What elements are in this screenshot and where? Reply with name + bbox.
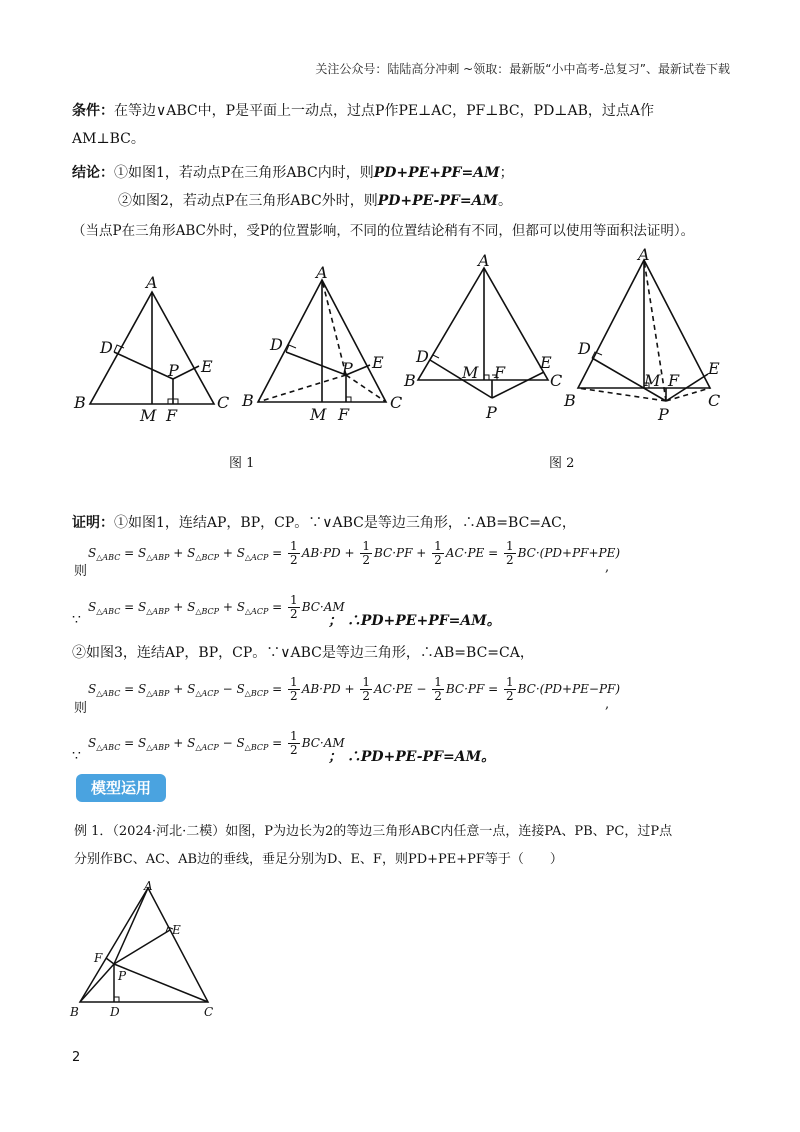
frac-den: 2 xyxy=(505,553,514,567)
frac-den: 2 xyxy=(290,743,298,757)
label-b: B xyxy=(74,393,86,412)
condition-line-1 xyxy=(72,100,654,120)
label-m: M xyxy=(644,371,661,390)
conclusion-formula-1: PD+PE+PF=AM xyxy=(373,165,500,181)
label-f: F xyxy=(668,371,680,390)
because-2: ∵ xyxy=(72,748,81,764)
label-e: E xyxy=(172,923,181,937)
frac-num: 1 xyxy=(290,593,298,607)
condition-label: 条件： xyxy=(72,103,114,119)
frac-num: 1 xyxy=(290,539,298,553)
frac-num: 1 xyxy=(434,539,442,553)
conclusion-note: （当点P在三角形ABC外时，受P的位置影响，不同的位置结论稍有不同，但都可以使用等面积法证明）。 xyxy=(72,223,695,239)
label-a: A xyxy=(146,273,158,292)
equation-3-tail: BC·(PD+PE−PF) xyxy=(517,682,621,696)
frac-den: 2 xyxy=(434,689,442,703)
frac-den: 2 xyxy=(505,689,514,703)
frac-den: 2 xyxy=(290,553,298,567)
condition-line-2: AM⊥BC。 xyxy=(72,131,145,147)
example-line-1: 例 1．（2024·河北·二模）如图，P为边长为2的等边三角形ABC内任意一点，连接PA、PB、PC，过P点 xyxy=(74,824,673,839)
label-m: M xyxy=(462,363,479,382)
label-c: C xyxy=(708,391,721,410)
label-f: F xyxy=(494,363,506,382)
label-e: E xyxy=(201,357,213,376)
because-1: ∵ xyxy=(72,612,81,628)
frac-num: 1 xyxy=(362,675,371,689)
example-figure xyxy=(66,878,226,1023)
label-d: D xyxy=(416,347,429,366)
figure-caption-2: 图 2 xyxy=(549,456,575,471)
section-badge: 模型运用 xyxy=(76,774,166,802)
conclusion-item-1: ①如图1，若动点P在三角形ABC内时，则 xyxy=(114,165,374,181)
frac-den: 2 xyxy=(362,553,371,567)
conclusion-end-2: 。 xyxy=(497,193,512,209)
proof-intro-1: ①如图1，连结AP，BP，CP。∵∨ABC是等边三角形，∴AB=BC=AC， xyxy=(114,515,576,531)
figure-1-interior-connected xyxy=(240,262,410,428)
label-b: B xyxy=(242,391,254,410)
label-m: M xyxy=(140,406,157,425)
frac-den: 2 xyxy=(362,689,371,703)
then-label-1: 则 xyxy=(74,564,88,579)
label-f: F xyxy=(166,406,178,425)
label-c: C xyxy=(204,1005,214,1019)
figure-1-interior xyxy=(70,268,240,428)
label-b: B xyxy=(404,371,416,390)
label-m: M xyxy=(310,405,327,424)
label-p: P xyxy=(168,361,179,380)
proof-conclusion-1: ； ∴PD+PE+PF=AM。 xyxy=(328,613,501,629)
label-a: A xyxy=(638,246,650,264)
conclusion-item-2: ②如图2，若动点P在三角形ABC外时，则 xyxy=(118,193,378,209)
equation-2: $S_{\triangle ABC} = S_{\triangle ABP} + S_{\triangle BCP} + S_{\triangle ACP}$ = $\frac{1}{2}$ BC·AM xyxy=(88,593,345,621)
figure-2-exterior xyxy=(402,248,572,423)
frac-den: 2 xyxy=(290,689,298,703)
frac-num: 1 xyxy=(434,675,442,689)
label-e: E xyxy=(708,359,720,378)
label-d: D xyxy=(110,1005,120,1019)
label-e: E xyxy=(540,353,552,372)
frac-num: 1 xyxy=(290,675,298,689)
then-label-2: 则 xyxy=(74,701,88,716)
proof-line-2: ②如图3，连结AP，BP，CP。∵∨ABC是等边三角形，∴AB=BC=CA， xyxy=(72,645,534,661)
frac-den: 2 xyxy=(434,553,442,567)
label-p: P xyxy=(118,969,127,983)
label-d: D xyxy=(578,339,591,358)
conclusion-end-1: ； xyxy=(499,165,514,181)
label-a: A xyxy=(144,879,153,893)
label-d: D xyxy=(270,335,283,354)
page-number: 2 xyxy=(72,1050,81,1065)
example-line-2: 分别作BC、AC、AB边的垂线，垂足分别为D、E、F，则PD+PE+PF等于（ ） xyxy=(74,852,563,867)
frac-num: 1 xyxy=(362,539,371,553)
comma-2: , xyxy=(605,697,610,712)
label-p: P xyxy=(486,403,497,422)
frac-num: 1 xyxy=(290,729,298,743)
frac-den: 2 xyxy=(290,607,298,621)
label-a: A xyxy=(478,251,490,270)
proof-label: 证明： xyxy=(72,515,114,531)
label-d: D xyxy=(100,338,113,357)
frac-num: 1 xyxy=(505,675,514,689)
label-c: C xyxy=(217,393,230,412)
label-a: A xyxy=(316,263,328,282)
label-p: P xyxy=(342,359,353,378)
label-p: P xyxy=(658,405,669,424)
proof-line-1 xyxy=(72,512,576,532)
figure-caption-1: 图 1 xyxy=(229,456,255,471)
condition-text-1: 在等边∨ABC中，P是平面上一动点，过点P作PE⊥AC，PF⊥BC，PD⊥AB，过点A作 xyxy=(114,103,654,119)
conclusion-label: 结论： xyxy=(72,165,114,181)
label-f: F xyxy=(338,405,350,424)
proof-conclusion-2: ； ∴PD+PE-PF=AM。 xyxy=(328,749,496,765)
label-b: B xyxy=(564,391,576,410)
conclusion-formula-2: PD+PE-PF=AM xyxy=(377,193,498,209)
equation-4: $S_{\triangle ABC} = S_{\triangle ABP} + S_{\triangle ACP} - S_{\triangle BCP}$ = $\frac{1}{2}$ BC·AM xyxy=(88,729,345,757)
label-b: B xyxy=(70,1005,79,1019)
header-note: 关注公众号：陆陆高分冲刺 ~领取：最新版“小中高考-总复习”、最新试卷下载 xyxy=(315,62,730,76)
equation-1: $S_{\triangle ABC} = S_{\triangle ABP} + S_{\triangle BCP} + S_{\triangle ACP}$ = $\frac{1}{2}$ AB·PD + $\frac{1}{2}$ BC·PF + $\frac{1}{2}$ AC·PE = $\frac{1}{2}$ BC·(PD+PF+PE) xyxy=(88,539,621,567)
label-c: C xyxy=(550,371,563,390)
label-c: C xyxy=(390,393,403,412)
label-e: E xyxy=(372,353,384,372)
comma-1: , xyxy=(605,560,610,575)
figure-2-exterior-connected xyxy=(562,246,732,424)
equation-1-tail: BC·(PD+PF+PE) xyxy=(517,546,621,560)
conclusion-line-1 xyxy=(72,162,514,182)
equation-3: $S_{\triangle ABC} = S_{\triangle ABP} + S_{\triangle ACP} - S_{\triangle BCP}$ = $\frac{1}{2}$ AB·PD + $\frac{1}{2}$ AC·PE − $\frac{1}{2}$ BC·PF = $\frac{1}{2}$ BC·(PD+PE−PF) xyxy=(88,675,621,703)
frac-num: 1 xyxy=(505,539,514,553)
conclusion-line-2 xyxy=(118,190,512,210)
label-f: F xyxy=(94,951,103,965)
